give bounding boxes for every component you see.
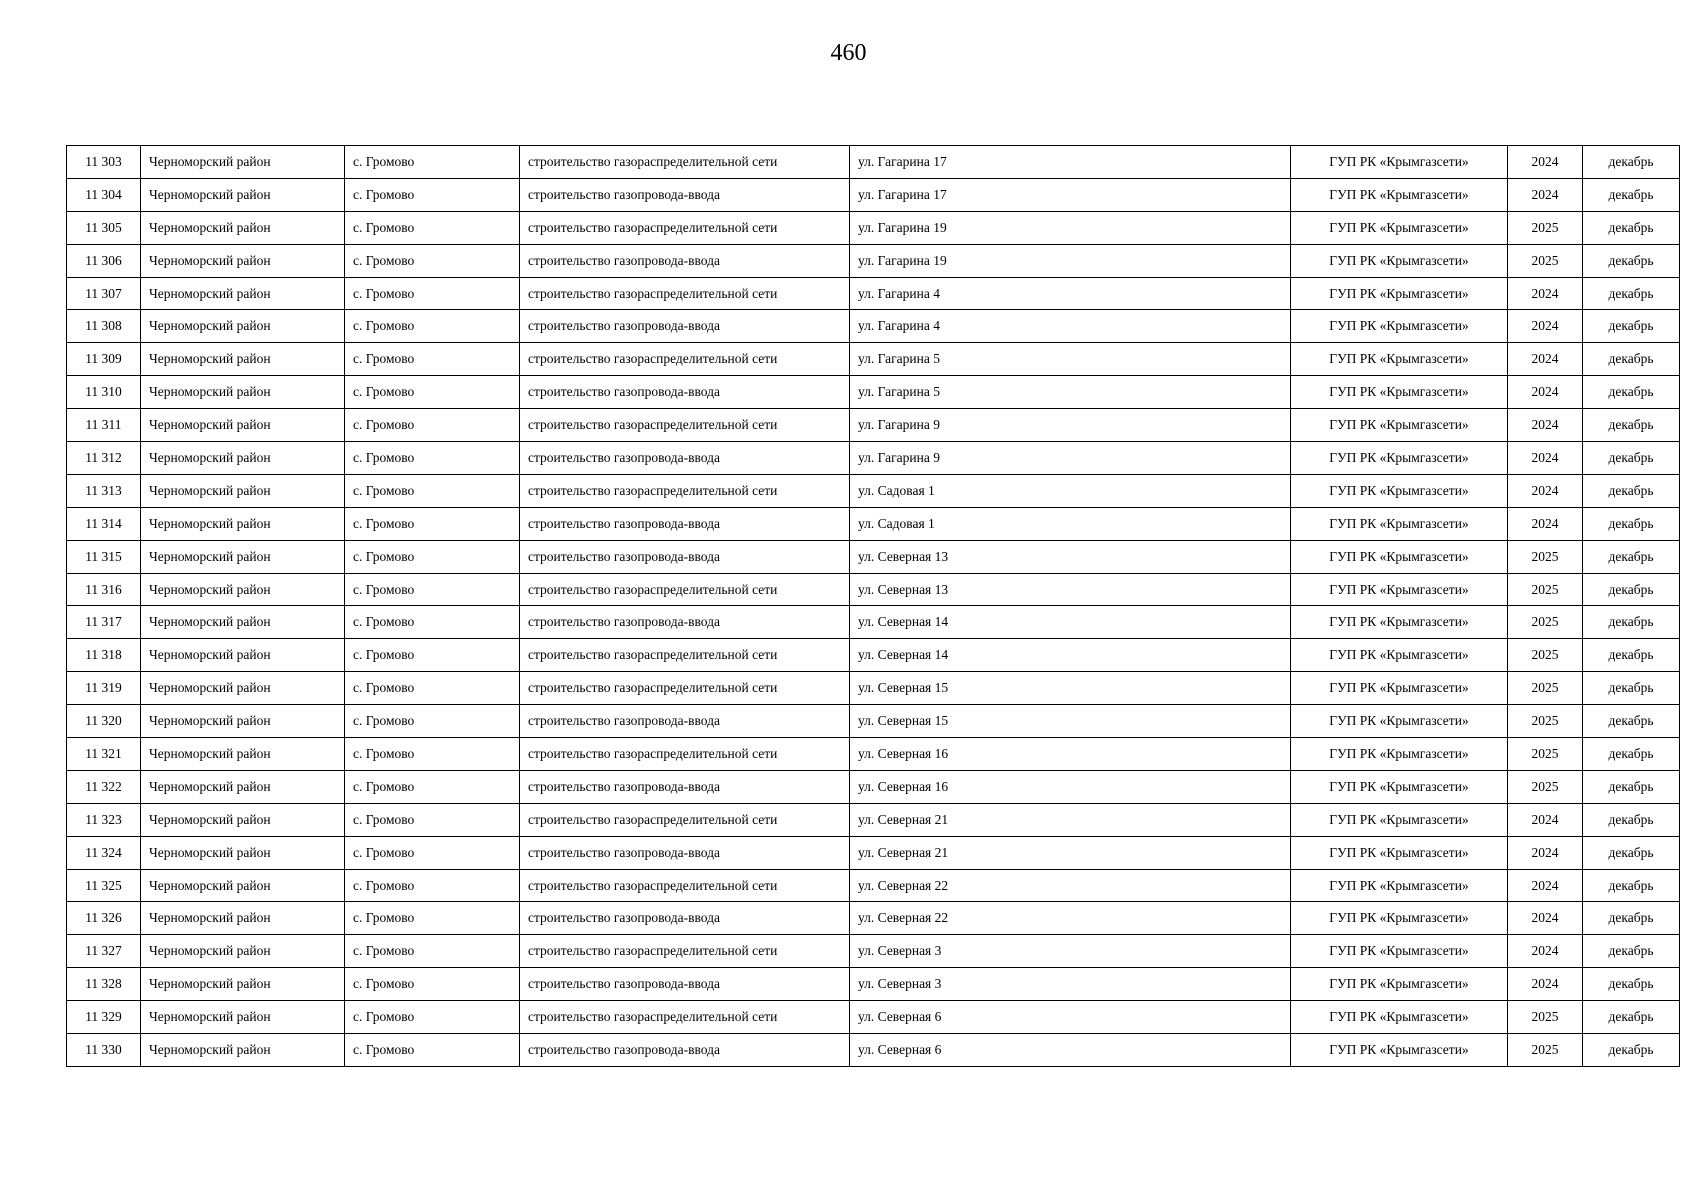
organization-cell: ГУП РК «Крымгазсети» [1291, 442, 1508, 475]
address-cell: ул. Северная 6 [850, 1001, 1291, 1034]
work-type-cell: строительство газораспределительной сети [520, 409, 850, 442]
month-cell: декабрь [1583, 836, 1680, 869]
month-cell: декабрь [1583, 343, 1680, 376]
address-cell: ул. Гагарина 17 [850, 178, 1291, 211]
district-cell: Черноморский район [141, 738, 345, 771]
month-cell: декабрь [1583, 869, 1680, 902]
address-cell: ул. Северная 14 [850, 639, 1291, 672]
address-cell: ул. Северная 3 [850, 968, 1291, 1001]
settlement-cell: с. Громово [345, 442, 520, 475]
table-row [67, 935, 1680, 968]
organization-cell: ГУП РК «Крымгазсети» [1291, 606, 1508, 639]
address-cell: ул. Садовая 1 [850, 474, 1291, 507]
row-number-cell: 11 317 [67, 606, 141, 639]
address-cell: ул. Гагарина 19 [850, 244, 1291, 277]
organization-cell: ГУП РК «Крымгазсети» [1291, 1034, 1508, 1067]
work-type-cell: строительство газопровода-ввода [520, 1034, 850, 1067]
year-cell: 2024 [1508, 178, 1583, 211]
district-cell: Черноморский район [141, 507, 345, 540]
address-cell: ул. Гагарина 4 [850, 277, 1291, 310]
row-number-cell: 11 307 [67, 277, 141, 310]
district-cell: Черноморский район [141, 606, 345, 639]
row-number-cell: 11 315 [67, 540, 141, 573]
year-cell: 2024 [1508, 803, 1583, 836]
address-cell: ул. Северная 13 [850, 573, 1291, 606]
organization-cell: ГУП РК «Крымгазсети» [1291, 310, 1508, 343]
year-cell: 2024 [1508, 869, 1583, 902]
settlement-cell: с. Громово [345, 935, 520, 968]
district-cell: Черноморский район [141, 902, 345, 935]
month-cell: декабрь [1583, 573, 1680, 606]
year-cell: 2025 [1508, 540, 1583, 573]
address-cell: ул. Северная 14 [850, 606, 1291, 639]
year-cell: 2024 [1508, 146, 1583, 179]
district-cell: Черноморский район [141, 474, 345, 507]
settlement-cell: с. Громово [345, 474, 520, 507]
district-cell: Черноморский район [141, 211, 345, 244]
district-cell: Черноморский район [141, 178, 345, 211]
organization-cell: ГУП РК «Крымгазсети» [1291, 1001, 1508, 1034]
work-type-cell: строительство газораспределительной сети [520, 672, 850, 705]
year-cell: 2024 [1508, 902, 1583, 935]
table-row [67, 474, 1680, 507]
settlement-cell: с. Громово [345, 869, 520, 902]
table-row [67, 1001, 1680, 1034]
organization-cell: ГУП РК «Крымгазсети» [1291, 244, 1508, 277]
work-type-cell: строительство газораспределительной сети [520, 803, 850, 836]
month-cell: декабрь [1583, 803, 1680, 836]
settlement-cell: с. Громово [345, 211, 520, 244]
organization-cell: ГУП РК «Крымгазсети» [1291, 639, 1508, 672]
row-number-cell: 11 312 [67, 442, 141, 475]
month-cell: декабрь [1583, 968, 1680, 1001]
row-number-cell: 11 325 [67, 869, 141, 902]
address-cell: ул. Садовая 1 [850, 507, 1291, 540]
row-number-cell: 11 305 [67, 211, 141, 244]
address-cell: ул. Северная 6 [850, 1034, 1291, 1067]
work-type-cell: строительство газопровода-ввода [520, 836, 850, 869]
table-row [67, 738, 1680, 771]
district-cell: Черноморский район [141, 540, 345, 573]
address-cell: ул. Гагарина 9 [850, 442, 1291, 475]
row-number-cell: 11 314 [67, 507, 141, 540]
year-cell: 2024 [1508, 442, 1583, 475]
settlement-cell: с. Громово [345, 178, 520, 211]
district-cell: Черноморский район [141, 376, 345, 409]
year-cell: 2024 [1508, 507, 1583, 540]
work-type-cell: строительство газораспределительной сети [520, 573, 850, 606]
year-cell: 2024 [1508, 343, 1583, 376]
month-cell: декабрь [1583, 606, 1680, 639]
district-cell: Черноморский район [141, 1001, 345, 1034]
year-cell: 2025 [1508, 573, 1583, 606]
district-cell: Черноморский район [141, 146, 345, 179]
row-number-cell: 11 309 [67, 343, 141, 376]
organization-cell: ГУП РК «Крымгазсети» [1291, 935, 1508, 968]
month-cell: декабрь [1583, 474, 1680, 507]
address-cell: ул. Гагарина 9 [850, 409, 1291, 442]
work-type-cell: строительство газопровода-ввода [520, 376, 850, 409]
row-number-cell: 11 327 [67, 935, 141, 968]
year-cell: 2025 [1508, 606, 1583, 639]
table-body [67, 146, 1680, 1067]
month-cell: декабрь [1583, 1034, 1680, 1067]
work-type-cell: строительство газораспределительной сети [520, 935, 850, 968]
settlement-cell: с. Громово [345, 639, 520, 672]
table-row [67, 409, 1680, 442]
organization-cell: ГУП РК «Крымгазсети» [1291, 836, 1508, 869]
year-cell: 2024 [1508, 935, 1583, 968]
work-type-cell: строительство газораспределительной сети [520, 738, 850, 771]
organization-cell: ГУП РК «Крымгазсети» [1291, 540, 1508, 573]
settlement-cell: с. Громово [345, 277, 520, 310]
work-type-cell: строительство газораспределительной сети [520, 211, 850, 244]
settlement-cell: с. Громово [345, 1034, 520, 1067]
table-row [67, 606, 1680, 639]
address-cell: ул. Гагарина 4 [850, 310, 1291, 343]
row-number-cell: 11 328 [67, 968, 141, 1001]
settlement-cell: с. Громово [345, 606, 520, 639]
month-cell: декабрь [1583, 935, 1680, 968]
year-cell: 2025 [1508, 770, 1583, 803]
organization-cell: ГУП РК «Крымгазсети» [1291, 573, 1508, 606]
address-cell: ул. Гагарина 5 [850, 376, 1291, 409]
work-type-cell: строительство газопровода-ввода [520, 540, 850, 573]
year-cell: 2025 [1508, 738, 1583, 771]
work-type-cell: строительство газопровода-ввода [520, 968, 850, 1001]
table-row [67, 211, 1680, 244]
year-cell: 2024 [1508, 836, 1583, 869]
address-cell: ул. Северная 15 [850, 705, 1291, 738]
row-number-cell: 11 330 [67, 1034, 141, 1067]
row-number-cell: 11 326 [67, 902, 141, 935]
table-row [67, 639, 1680, 672]
table-row [67, 343, 1680, 376]
settlement-cell: с. Громово [345, 343, 520, 376]
year-cell: 2025 [1508, 211, 1583, 244]
settlement-cell: с. Громово [345, 507, 520, 540]
month-cell: декабрь [1583, 540, 1680, 573]
address-cell: ул. Гагарина 5 [850, 343, 1291, 376]
table-row [67, 1034, 1680, 1067]
year-cell: 2025 [1508, 639, 1583, 672]
settlement-cell: с. Громово [345, 738, 520, 771]
month-cell: декабрь [1583, 310, 1680, 343]
row-number-cell: 11 303 [67, 146, 141, 179]
organization-cell: ГУП РК «Крымгазсети» [1291, 770, 1508, 803]
district-cell: Черноморский район [141, 442, 345, 475]
settlement-cell: с. Громово [345, 244, 520, 277]
row-number-cell: 11 323 [67, 803, 141, 836]
work-type-cell: строительство газораспределительной сети [520, 277, 850, 310]
organization-cell: ГУП РК «Крымгазсети» [1291, 507, 1508, 540]
work-type-cell: строительство газораспределительной сети [520, 639, 850, 672]
row-number-cell: 11 321 [67, 738, 141, 771]
work-type-cell: строительство газопровода-ввода [520, 442, 850, 475]
table-row [67, 540, 1680, 573]
table-row [67, 803, 1680, 836]
table-row [67, 968, 1680, 1001]
registry-table [66, 145, 1680, 1067]
year-cell: 2024 [1508, 277, 1583, 310]
work-type-cell: строительство газораспределительной сети [520, 474, 850, 507]
month-cell: декабрь [1583, 672, 1680, 705]
table-row [67, 869, 1680, 902]
month-cell: декабрь [1583, 277, 1680, 310]
address-cell: ул. Северная 3 [850, 935, 1291, 968]
year-cell: 2025 [1508, 705, 1583, 738]
address-cell: ул. Северная 21 [850, 836, 1291, 869]
district-cell: Черноморский район [141, 770, 345, 803]
month-cell: декабрь [1583, 770, 1680, 803]
row-number-cell: 11 306 [67, 244, 141, 277]
organization-cell: ГУП РК «Крымгазсети» [1291, 343, 1508, 376]
organization-cell: ГУП РК «Крымгазсети» [1291, 803, 1508, 836]
year-cell: 2025 [1508, 244, 1583, 277]
organization-cell: ГУП РК «Крымгазсети» [1291, 672, 1508, 705]
work-type-cell: строительство газопровода-ввода [520, 902, 850, 935]
organization-cell: ГУП РК «Крымгазсети» [1291, 474, 1508, 507]
month-cell: декабрь [1583, 244, 1680, 277]
work-type-cell: строительство газопровода-ввода [520, 770, 850, 803]
district-cell: Черноморский район [141, 277, 345, 310]
table-row [67, 376, 1680, 409]
address-cell: ул. Северная 16 [850, 770, 1291, 803]
district-cell: Черноморский район [141, 968, 345, 1001]
row-number-cell: 11 304 [67, 178, 141, 211]
table-row [67, 672, 1680, 705]
year-cell: 2024 [1508, 376, 1583, 409]
settlement-cell: с. Громово [345, 705, 520, 738]
year-cell: 2024 [1508, 409, 1583, 442]
row-number-cell: 11 313 [67, 474, 141, 507]
row-number-cell: 11 308 [67, 310, 141, 343]
district-cell: Черноморский район [141, 672, 345, 705]
work-type-cell: строительство газораспределительной сети [520, 146, 850, 179]
table-row [67, 244, 1680, 277]
row-number-cell: 11 316 [67, 573, 141, 606]
address-cell: ул. Гагарина 19 [850, 211, 1291, 244]
year-cell: 2024 [1508, 968, 1583, 1001]
district-cell: Черноморский район [141, 409, 345, 442]
organization-cell: ГУП РК «Крымгазсети» [1291, 738, 1508, 771]
settlement-cell: с. Громово [345, 573, 520, 606]
month-cell: декабрь [1583, 376, 1680, 409]
organization-cell: ГУП РК «Крымгазсети» [1291, 277, 1508, 310]
settlement-cell: с. Громово [345, 836, 520, 869]
organization-cell: ГУП РК «Крымгазсети» [1291, 211, 1508, 244]
row-number-cell: 11 310 [67, 376, 141, 409]
month-cell: декабрь [1583, 705, 1680, 738]
page-number: 460 [830, 40, 867, 66]
work-type-cell: строительство газопровода-ввода [520, 606, 850, 639]
district-cell: Черноморский район [141, 869, 345, 902]
settlement-cell: с. Громово [345, 540, 520, 573]
address-cell: ул. Северная 16 [850, 738, 1291, 771]
address-cell: ул. Северная 13 [850, 540, 1291, 573]
address-cell: ул. Северная 15 [850, 672, 1291, 705]
organization-cell: ГУП РК «Крымгазсети» [1291, 902, 1508, 935]
district-cell: Черноморский район [141, 244, 345, 277]
settlement-cell: с. Громово [345, 376, 520, 409]
month-cell: декабрь [1583, 211, 1680, 244]
work-type-cell: строительство газопровода-ввода [520, 178, 850, 211]
month-cell: декабрь [1583, 738, 1680, 771]
row-number-cell: 11 320 [67, 705, 141, 738]
table-row [67, 507, 1680, 540]
month-cell: декабрь [1583, 146, 1680, 179]
work-type-cell: строительство газораспределительной сети [520, 343, 850, 376]
district-cell: Черноморский район [141, 343, 345, 376]
month-cell: декабрь [1583, 639, 1680, 672]
table-row [67, 902, 1680, 935]
organization-cell: ГУП РК «Крымгазсети» [1291, 376, 1508, 409]
organization-cell: ГУП РК «Крымгазсети» [1291, 968, 1508, 1001]
address-cell: ул. Северная 22 [850, 869, 1291, 902]
organization-cell: ГУП РК «Крымгазсети» [1291, 178, 1508, 211]
row-number-cell: 11 319 [67, 672, 141, 705]
year-cell: 2025 [1508, 1034, 1583, 1067]
district-cell: Черноморский район [141, 310, 345, 343]
table-row [67, 836, 1680, 869]
table-row [67, 146, 1680, 179]
settlement-cell: с. Громово [345, 146, 520, 179]
row-number-cell: 11 311 [67, 409, 141, 442]
district-cell: Черноморский район [141, 705, 345, 738]
year-cell: 2025 [1508, 672, 1583, 705]
work-type-cell: строительство газопровода-ввода [520, 507, 850, 540]
organization-cell: ГУП РК «Крымгазсети» [1291, 705, 1508, 738]
year-cell: 2025 [1508, 1001, 1583, 1034]
settlement-cell: с. Громово [345, 770, 520, 803]
table-row [67, 277, 1680, 310]
month-cell: декабрь [1583, 178, 1680, 211]
year-cell: 2024 [1508, 474, 1583, 507]
address-cell: ул. Северная 21 [850, 803, 1291, 836]
table-row [67, 770, 1680, 803]
table-row [67, 573, 1680, 606]
row-number-cell: 11 324 [67, 836, 141, 869]
work-type-cell: строительство газораспределительной сети [520, 869, 850, 902]
table-row [67, 442, 1680, 475]
organization-cell: ГУП РК «Крымгазсети» [1291, 146, 1508, 179]
settlement-cell: с. Громово [345, 409, 520, 442]
month-cell: декабрь [1583, 507, 1680, 540]
row-number-cell: 11 329 [67, 1001, 141, 1034]
settlement-cell: с. Громово [345, 1001, 520, 1034]
work-type-cell: строительство газопровода-ввода [520, 705, 850, 738]
district-cell: Черноморский район [141, 803, 345, 836]
district-cell: Черноморский район [141, 639, 345, 672]
settlement-cell: с. Громово [345, 902, 520, 935]
table-row [67, 705, 1680, 738]
row-number-cell: 11 322 [67, 770, 141, 803]
settlement-cell: с. Громово [345, 672, 520, 705]
organization-cell: ГУП РК «Крымгазсети» [1291, 409, 1508, 442]
row-number-cell: 11 318 [67, 639, 141, 672]
settlement-cell: с. Громово [345, 803, 520, 836]
address-cell: ул. Северная 22 [850, 902, 1291, 935]
work-type-cell: строительство газораспределительной сети [520, 1001, 850, 1034]
district-cell: Черноморский район [141, 935, 345, 968]
work-type-cell: строительство газопровода-ввода [520, 244, 850, 277]
table-row [67, 310, 1680, 343]
month-cell: декабрь [1583, 1001, 1680, 1034]
settlement-cell: с. Громово [345, 968, 520, 1001]
organization-cell: ГУП РК «Крымгазсети» [1291, 869, 1508, 902]
month-cell: декабрь [1583, 902, 1680, 935]
address-cell: ул. Гагарина 17 [850, 146, 1291, 179]
district-cell: Черноморский район [141, 836, 345, 869]
year-cell: 2024 [1508, 310, 1583, 343]
month-cell: декабрь [1583, 442, 1680, 475]
settlement-cell: с. Громово [345, 310, 520, 343]
district-cell: Черноморский район [141, 573, 345, 606]
month-cell: декабрь [1583, 409, 1680, 442]
table-row [67, 178, 1680, 211]
work-type-cell: строительство газопровода-ввода [520, 310, 850, 343]
district-cell: Черноморский район [141, 1034, 345, 1067]
